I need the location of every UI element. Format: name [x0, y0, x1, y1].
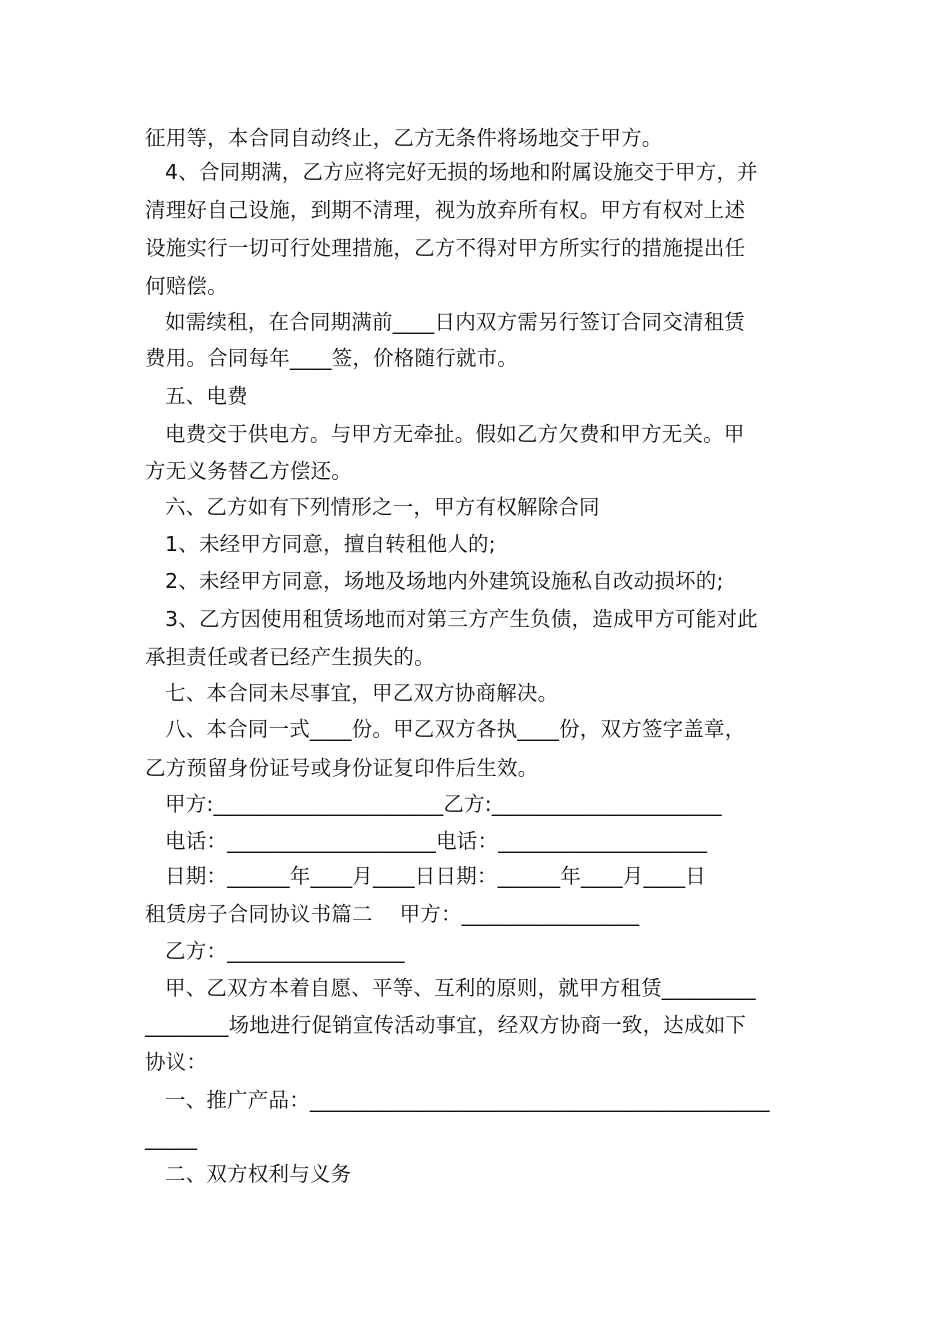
text-line: 费用。合同每年____签，价格随行就市。 [145, 346, 518, 370]
text-line: 乙方预留身份证号或身份证复印件后生效。 [145, 756, 539, 780]
text-line: 方无义务替乙方偿还。 [145, 459, 352, 483]
text-line: 电费交于供电方。与甲方无牵扯。假如乙方欠费和甲方无关。甲 [165, 422, 745, 446]
list-item: 2、未经甲方同意，场地及场地内外建筑设施私自改动损坏的; [165, 569, 724, 593]
product-line: 一、推广产品：____________________________________________ [165, 1088, 770, 1112]
signature-phone-line: 电话：____________________电话：____________________ [165, 829, 708, 853]
text-line: 4、合同期满，乙方应将完好无损的场地和附属设施交于甲方，并 [165, 160, 758, 184]
section-heading: 六、乙方如有下列情形之一，甲方有权解除合同 [165, 495, 600, 519]
text-line: ________场地进行促销宣传活动事宜，经双方协商一致，达成如下 [145, 1013, 747, 1037]
text-line: 设施实行一切可行处理措施，乙方不得对甲方所实行的措施提出任 [145, 236, 746, 260]
text-line: 承担责任或者已经产生损失的。 [145, 645, 435, 669]
signature-party-line: 甲方:______________________乙方:______________________ [165, 792, 722, 816]
text-line: 何赔偿。 [145, 274, 228, 298]
contract-two-title: 租赁房子合同协议书篇二 甲方：_________________ [145, 902, 640, 926]
section-heading: 八、本合同一式____份。甲乙双方各执____份，双方签字盖章， [165, 717, 746, 741]
list-item: 3、乙方因使用租赁场地而对第三方产生负债，造成甲方可能对此 [165, 607, 758, 631]
section-heading: 二、双方权利与义务 [165, 1162, 352, 1186]
list-item: 1、未经甲方同意，擅自转租他人的; [165, 532, 496, 556]
text-line: 协议： [145, 1050, 208, 1074]
text-line: 征用等，本合同自动终止，乙方无条件将场地交于甲方。 [145, 126, 663, 150]
text-line: _____ [145, 1126, 198, 1150]
text-line: 甲、乙双方本着自愿、平等、互利的原则，就甲方租赁_________ [165, 976, 756, 1000]
section-heading: 五、电费 [165, 384, 248, 408]
section-heading: 七、本合同未尽事宜，甲乙双方协商解决。 [165, 681, 559, 705]
text-line: 如需续租，在合同期满前____日内双方需另行签订合同交清租赁 [165, 310, 745, 334]
party-b-line: 乙方：_________________ [165, 939, 405, 963]
text-line: 清理好自己设施，到期不清理，视为放弃所有权。甲方有权对上述 [145, 198, 746, 222]
signature-date-line: 日期：______年____月____日日期：______年____月____日 [165, 864, 706, 888]
